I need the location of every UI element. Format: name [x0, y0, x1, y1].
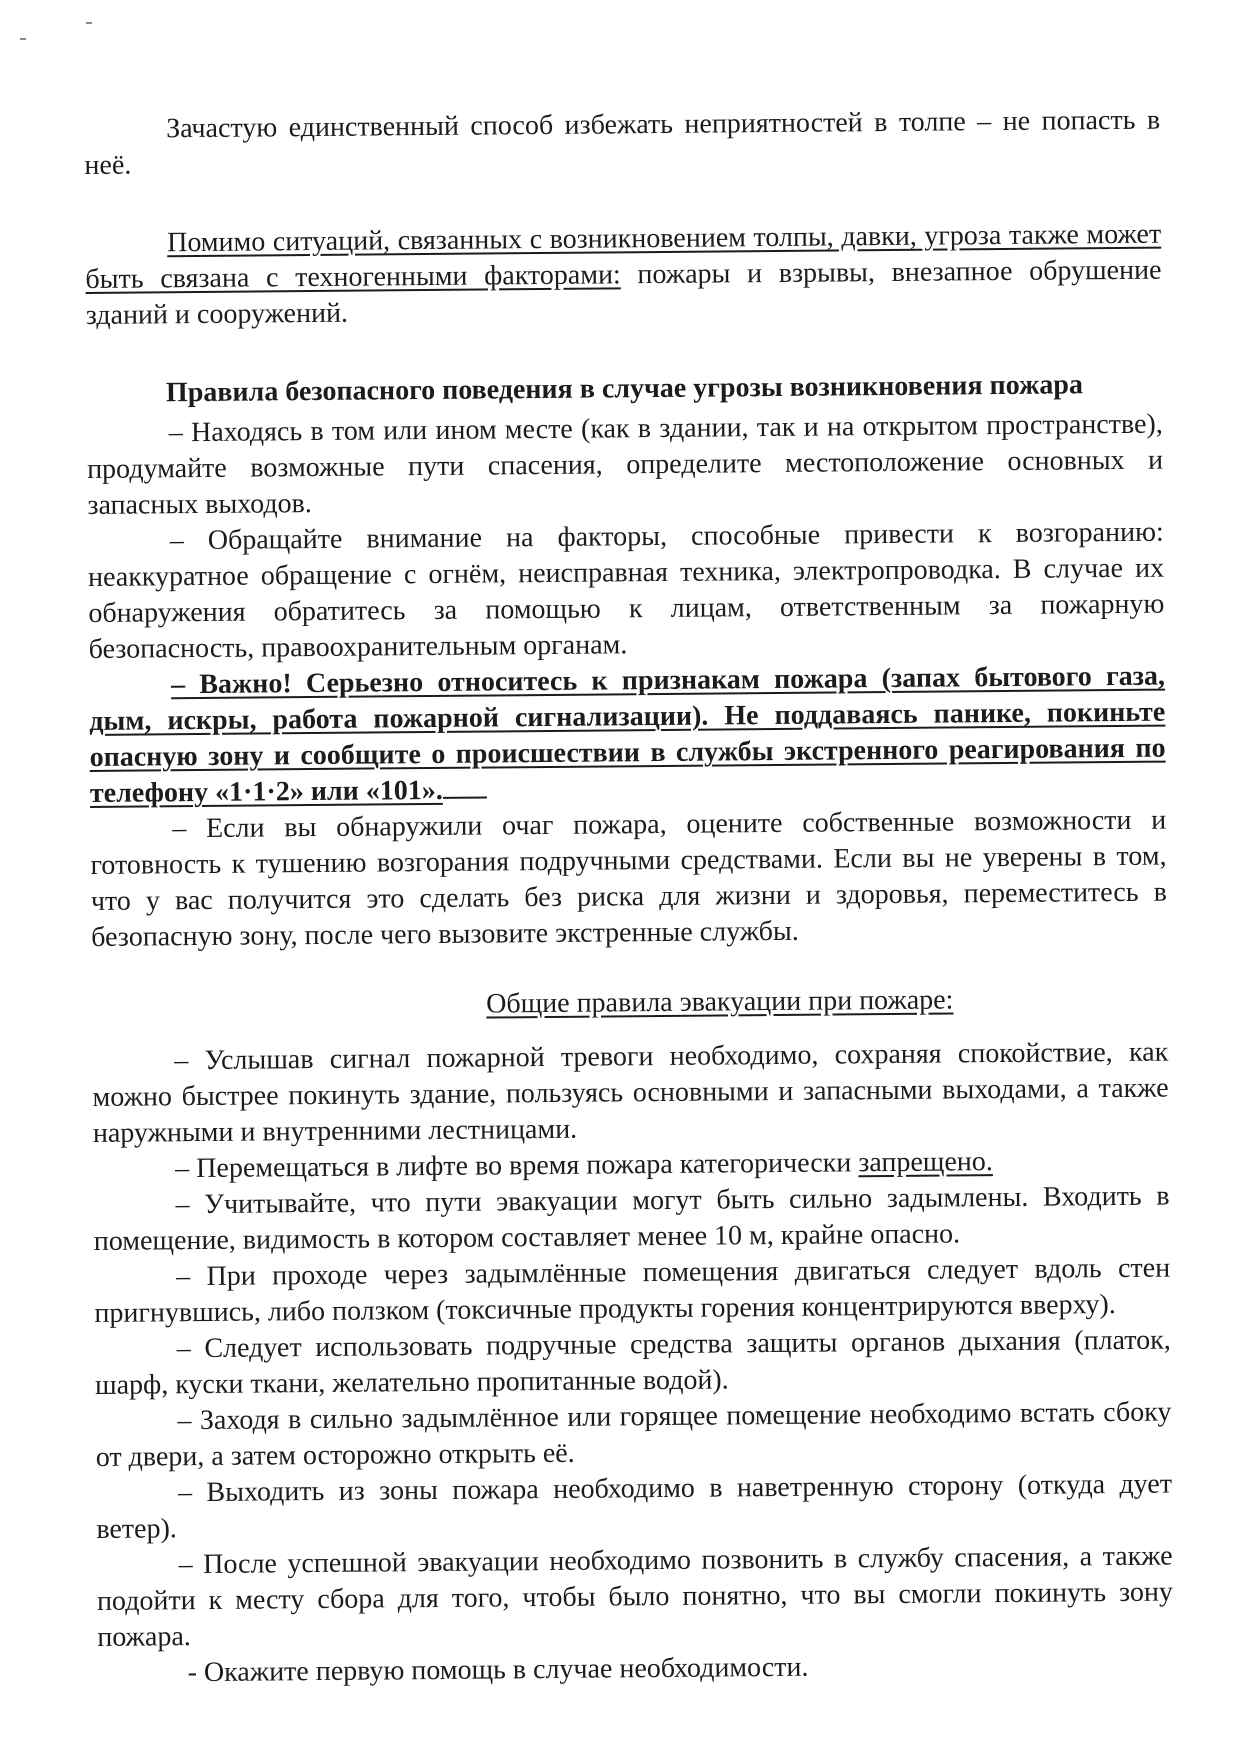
evacuation-heading: Общие правила эвакуации при пожаре:: [486, 984, 954, 1020]
evacuation-item: – Услышав сигнал пожарной тревоги необходимо, сохраняя спокойствие, как можно быстрее покинуть здание, пользуясь основными и запасными выходами, а также наружными и внутренними лестницами.: [92, 1036, 1169, 1149]
evacuation-item: – Заходя в сильно задымлённое или горящее помещение необходимо встать сбоку от двери, а затем осторожно открыть её.: [95, 1396, 1172, 1473]
fire-rule-item: – Находясь в том или ином месте (как в здании, так и на открытом пространстве), продумайте возможные пути спасения, определите местоположение основных и запасных выходов.: [86, 408, 1164, 521]
evacuation-item-text: – Перемещаться в лифте во время пожара категорически: [175, 1147, 859, 1185]
technogenic-paragraph: [85, 217, 1162, 334]
evacuation-item: - Окажите первую помощь в случае необходимости.: [187, 1651, 809, 1689]
evacuation-item: – При проходе через задымлённые помещения двигаться следует вдоль стен пригнувшись, либо ползком (токсичные продукты горения концентрируются вверху).: [94, 1252, 1171, 1329]
document-body: [84, 103, 1174, 1692]
important-warning: [89, 659, 1166, 812]
fire-rules-heading: Правила безопасного поведения в случае угрозы возникновения пожара: [165, 369, 1084, 409]
underline-tail: [443, 796, 487, 799]
fire-rule-item: – Если вы обнаружили очаг пожара, оцените собственные возможности и готовность к тушению возгорания подручными средствами. Если вы не уверены в том, что у вас получится это сделать без риска для жизни и здоровья, переместитесь в безопасную зону, после чего вызовите экстренные службы.: [90, 804, 1167, 953]
intro-paragraph: Зачастую единственный способ избежать неприятностей в толпе – не попасть в неё.: [84, 104, 1161, 181]
evacuation-item: – Следует использовать подручные средства защиты органов дыхания (платок, шарф, куски ткани, желательно пропитанные водой).: [94, 1324, 1171, 1401]
scan-speck: [20, 38, 26, 40]
important-warning-text: – Важно! Серьезно относитесь к признакам пожара (запах бытового газа, дым, искры, работа пожарной сигнализации). Не поддаваясь панике, покиньте опасную зону и сообщите о происшествии в службы экстренного реагирования по телефону «1·1·2» или «101».: [89, 660, 1166, 809]
technogenic-underlined-text: Помимо ситуаций, связанных с возникновением толпы, давки, угроза также может быть связана с техногенными факторами:: [85, 218, 1162, 295]
fire-rule-item: – Обращайте внимание на факторы, способные привести к возгоранию: неаккуратное обращение с огнём, неисправная техника, электропроводка. В случае их обнаружения обратитесь за помощью к лицам, ответственным за пожарную безопасность, правоохранительным органам.: [87, 516, 1165, 665]
evacuation-item: – Учитывайте, что пути эвакуации могут быть сильно задымлены. Входить в помещение, видимость в котором составляет менее 10 м, крайне опасно.: [93, 1180, 1170, 1257]
evacuation-item: – После успешной эвакуации необходимо позвонить в службу спасения, а также подойти к месту сбора для того, чтобы было понятно, что вы смогли покинуть зону пожара.: [96, 1540, 1174, 1653]
evacuation-item: – Выходить из зоны пожара необходимо в наветренную сторону (откуда дует ветер).: [96, 1468, 1173, 1545]
technogenic-rest-text: пожары и взрывы, внезапное обрушение зданий и сооружений.: [85, 254, 1162, 331]
scan-speck: [86, 22, 92, 24]
evacuation-item-underlined: запрещено.: [858, 1146, 993, 1179]
